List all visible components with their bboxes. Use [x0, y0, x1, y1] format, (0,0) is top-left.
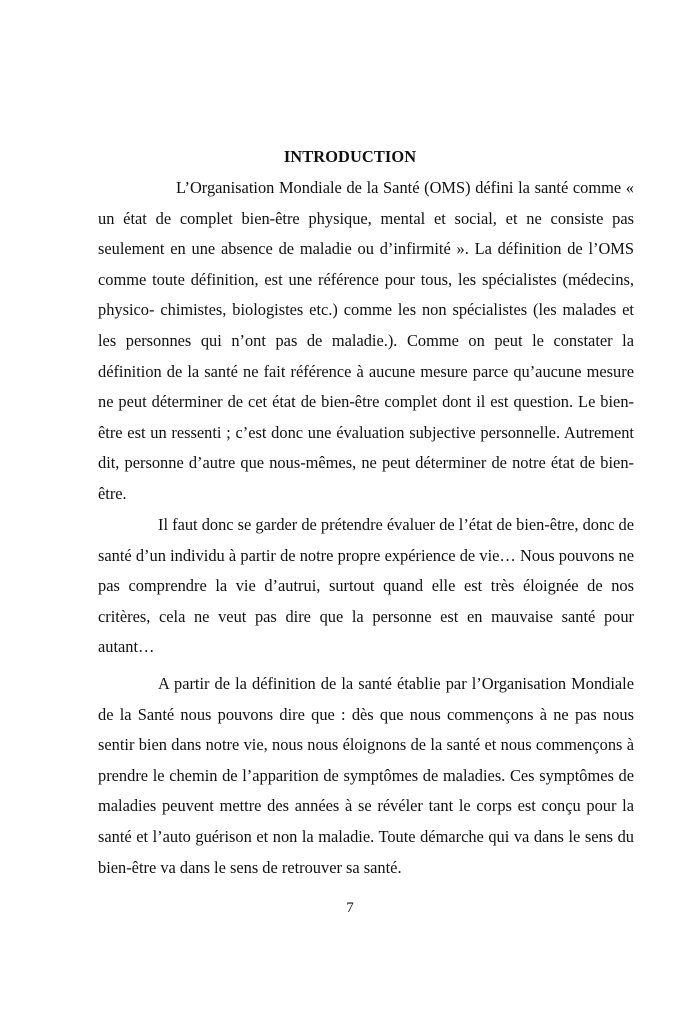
document-title: INTRODUCTION	[283, 147, 417, 166]
page-number: 7	[346, 900, 354, 916]
paragraph-health-conclusion: A partir de la définition de la santé établie par l’Organisation Mondiale de la Santé nous pouvons dire que : dès que nous commençons à ne pas nous sentir bien dans notre vie, nous nous éloignons de la santé et nous commençons à prendre le chemin de l’apparition de symptômes de maladies. Ces symptômes de maladies peuvent mettre des années à se révéler tant le corps est conçu pour la santé et l’auto guérison et non la maladie. Toute démarche qui va dans le sens du bien-être va dans le sens de retrouver sa santé.	[98, 674, 634, 877]
paragraph-oms-definition: L’Organisation Mondiale de la Santé (OMS) défini la santé comme « un état de complet bien-être physique, mental et social, et ne consiste pas seulement en une absence de maladie ou d’infirmité ». La définition de l’OMS comme toute définition, est une référence pour tous, les spécialistes (médecins, physico- chimistes, biologistes etc.) comme les non spécialistes (les malades et les personnes qui n’ont pas de maladie.). Comme on peut le constater la définition de la santé ne fait référence à aucune mesure parce qu’aucune mesure ne peut déterminer de cet état de bien-être complet dont il est question. Le bien-être est un ressenti ; c’est donc une évaluation subjective personnelle. Autrement dit, personne d’autre que nous-mêmes, ne peut déterminer de notre état de bien-être.	[98, 178, 634, 503]
paragraph-evaluation-caution: Il faut donc se garder de prétendre évaluer de l’état de bien-être, donc de santé d’un individu à partir de notre propre expérience de vie… Nous pouvons ne pas comprendre la vie d’autrui, surtout quand elle est très éloignée de nos critères, cela ne veut pas dire que la personne est en mauvaise santé pour autant…	[98, 515, 634, 657]
